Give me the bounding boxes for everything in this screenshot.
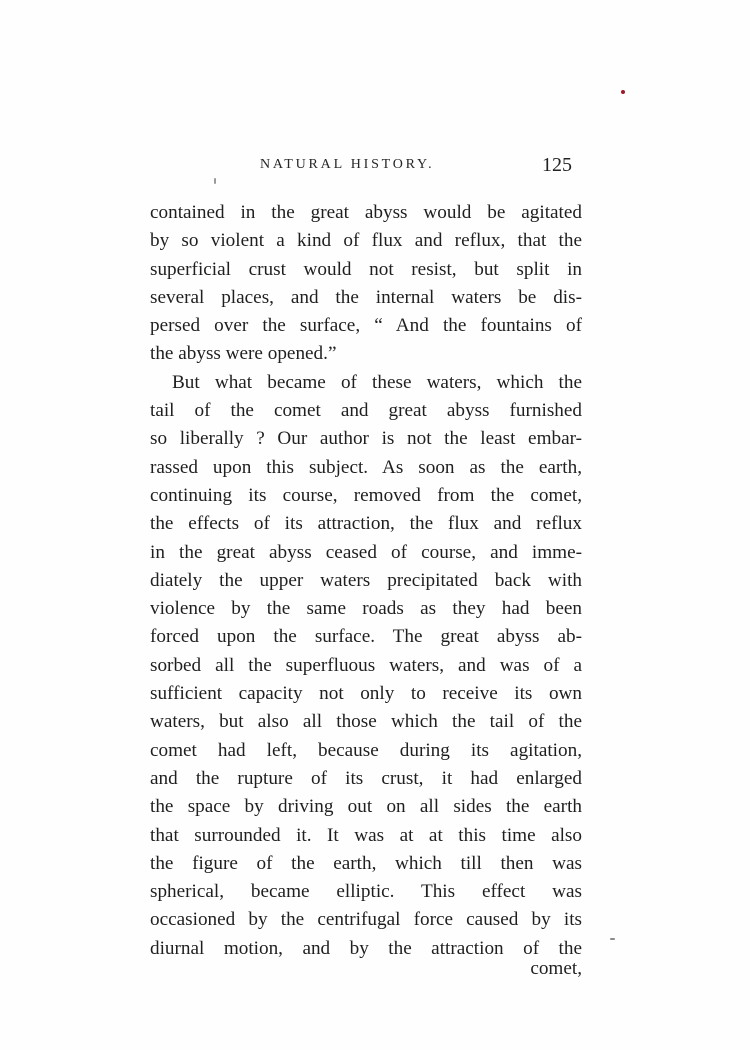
paragraph-start-line: But what became of these waters, which the [172, 371, 582, 393]
text-line: several places, and the internal waters be dis- [150, 286, 582, 308]
text-line: contained in the great abyss would be agitated [150, 202, 582, 223]
paragraph-end-line: the abyss were opened.” [150, 343, 337, 365]
text-line: rassed upon this subject. As soon as the earth, [150, 456, 582, 478]
ink-speck [610, 938, 615, 940]
text-line: forced upon the surface. The great abyss ab- [150, 626, 582, 648]
text-line: superficial crust would not resist, but split in [150, 258, 582, 280]
page-header [150, 154, 580, 183]
text-line: that surrounded it. It was at at this time also [150, 824, 582, 846]
text-line: violence by the same roads as they had been [150, 598, 582, 620]
text-line: sorbed all the superfluous waters, and was of a [150, 654, 582, 676]
text-line: in the great abyss ceased of course, and imme- [150, 541, 582, 563]
text-line: the figure of the earth, which till then was [150, 852, 582, 874]
text-line: and the rupture of its crust, it had enlarged [150, 767, 582, 789]
catchword: comet, [530, 958, 582, 979]
running-head: NATURAL HISTORY. [260, 157, 435, 172]
text-line: so liberally ? Our author is not the least embar- [150, 428, 582, 450]
text-line: diurnal motion, and by the attraction of the [150, 937, 582, 959]
text-line: occasioned by the centrifugal force caused by its [150, 909, 582, 931]
body-text [150, 199, 582, 963]
text-line: spherical, became elliptic. This effect was [150, 881, 582, 903]
ink-speck-red [621, 90, 625, 94]
text-line: tail of the comet and great abyss furnished [150, 400, 582, 422]
text-line: waters, but also all those which the tail of the [150, 711, 582, 733]
text-line: the effects of its attraction, the flux and reflux [150, 513, 582, 535]
text-line: continuing its course, removed from the comet, [150, 484, 582, 506]
text-line: the space by driving out on all sides the earth [150, 796, 582, 818]
text-line: persed over the surface, “ And the fountains of [150, 315, 582, 337]
text-line: by so violent a kind of flux and reflux, that the [150, 230, 582, 252]
page-number: 125 [542, 154, 572, 176]
text-line: diately the upper waters precipitated back with [150, 569, 582, 591]
text-line: sufficient capacity not only to receive its own [150, 683, 582, 705]
text-line: comet had left, because during its agitation, [150, 739, 582, 761]
